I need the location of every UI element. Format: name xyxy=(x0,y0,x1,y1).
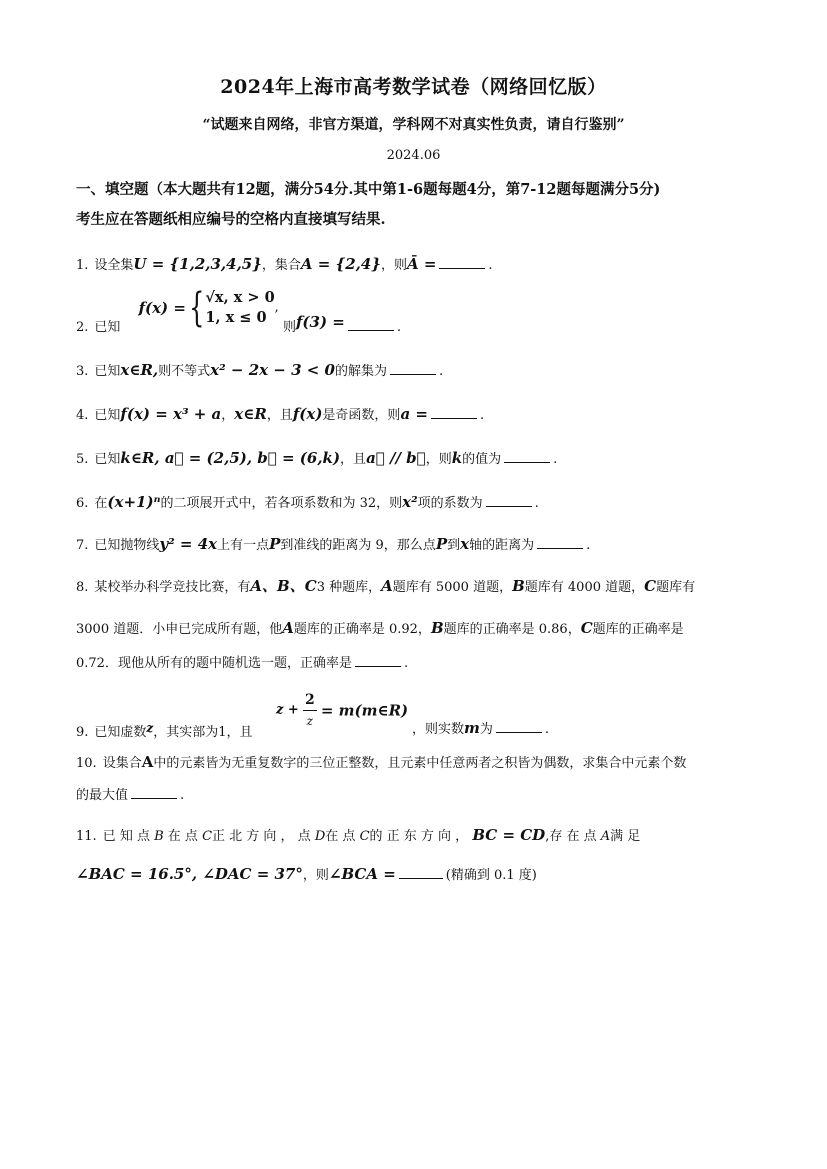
math-expression: B xyxy=(512,577,525,595)
question-text: 题库有 5000 道题， xyxy=(392,580,513,595)
question-text: , xyxy=(274,300,279,315)
question-5 xyxy=(76,448,756,470)
question-text: 0.72．现他从所有的题中随机选一题，正确率是 xyxy=(76,656,352,671)
question-text: (精确到 0.1 度) xyxy=(445,868,537,883)
math-expression: B xyxy=(154,829,164,844)
section-instructions: 考生应在答题纸相应编号的空格内直接填写结果. xyxy=(76,211,386,228)
question-1 xyxy=(76,254,756,276)
question-number: 1. xyxy=(76,258,89,273)
question-text: 题库的正确率是 0.92， xyxy=(293,622,431,637)
question-text: 3 种题库， xyxy=(316,580,382,595)
math-expression: A xyxy=(600,829,611,844)
math-expression: B xyxy=(430,619,444,637)
question-text: . xyxy=(586,538,591,553)
math-expression: C xyxy=(580,619,593,637)
math-expression: z xyxy=(146,721,154,735)
math-expression: A、B、C xyxy=(250,577,317,595)
question-text: . xyxy=(396,320,401,335)
exam-date: 2024.06 xyxy=(386,148,441,163)
question-11-line-2 xyxy=(76,864,756,886)
question-text: 在 点 xyxy=(325,829,356,844)
question-number: 5. xyxy=(76,452,89,467)
math-expression: f(3) = xyxy=(295,313,345,331)
question-text: 上有一点 xyxy=(217,538,270,553)
math-expression: = m(m∈R) xyxy=(320,701,409,720)
answer-blank[interactable] xyxy=(390,362,436,375)
math-expression: U = {1,2,3,4,5} xyxy=(133,255,262,273)
math-expression: ∠BAC = 16.5°, ∠DAC = 37° xyxy=(76,865,303,883)
question-text: ，则 xyxy=(302,868,329,883)
answer-blank[interactable] xyxy=(131,786,177,799)
question-text: 的值为 xyxy=(462,452,502,467)
question-text: 的 正 东 方 向 ， xyxy=(369,829,469,844)
question-text: . xyxy=(180,788,185,803)
question-10-line-2 xyxy=(76,786,756,806)
math-expression: m xyxy=(464,719,480,737)
answer-blank[interactable] xyxy=(486,494,532,507)
math-expression: D xyxy=(314,829,326,844)
math-expression: k xyxy=(451,449,463,467)
question-number: 8. xyxy=(76,580,89,595)
case-1: √x, x > 0 xyxy=(205,289,275,306)
math-expression: z + xyxy=(276,702,299,718)
question-4 xyxy=(76,404,756,426)
question-text: 中的元素皆为无重复数字的三位正整数，且元素中任意两者之积皆为偶数，求集合中元素个数 xyxy=(153,756,687,771)
question-text: 已知 xyxy=(94,364,121,379)
question-text: ,存 在 点 xyxy=(545,829,597,844)
answer-blank[interactable] xyxy=(348,318,394,331)
question-text: 则不等式 xyxy=(158,364,211,379)
math-expression: f(x) xyxy=(292,405,323,423)
question-text: 1，且 xyxy=(218,725,253,740)
question-text: 已知 xyxy=(94,408,121,423)
math-expression: f(x) = x³ + a xyxy=(120,405,222,423)
question-text: 正 北 方 向 ， 点 xyxy=(212,829,311,844)
question-text: ， xyxy=(221,408,235,423)
math-expression: a⃗ // b⃗ xyxy=(366,449,426,467)
question-text: 为 xyxy=(479,722,493,737)
question-6 xyxy=(76,492,756,514)
math-expression: a = xyxy=(400,405,428,423)
question-text: 到 xyxy=(447,538,461,553)
math-expression: A = {2,4} xyxy=(300,255,381,273)
question-9 xyxy=(76,690,756,740)
question-text: 在 点 xyxy=(167,829,198,844)
question-text: 的二项展开式中，若各项系数和为 32，则 xyxy=(160,496,403,511)
question-number: 11. xyxy=(76,829,97,844)
case-2: 1, x ≤ 0 xyxy=(205,309,267,326)
math-expression: Ā = xyxy=(406,255,437,273)
question-number: 6. xyxy=(76,496,89,511)
question-text: 到准线的距离为 9，那么点 xyxy=(280,538,436,553)
question-text: ，且 xyxy=(340,452,367,467)
fraction xyxy=(303,690,317,731)
brace-symbol: { xyxy=(189,285,205,331)
question-text: 项的系数为 xyxy=(417,496,483,511)
math-expression: x² − 2x − 3 < 0 xyxy=(210,361,335,379)
answer-blank[interactable] xyxy=(496,720,542,733)
question-text: 满 足 xyxy=(610,829,641,844)
question-text: 已知抛物线 xyxy=(94,538,160,553)
question-text: 题库的正确率是 xyxy=(592,622,684,637)
math-expression: A xyxy=(282,619,294,637)
math-expression: A xyxy=(141,753,154,771)
question-8-line-1 xyxy=(76,576,756,598)
question-text: 轴的距离为 xyxy=(469,538,535,553)
math-expression: (x+1)ⁿ xyxy=(107,493,161,511)
question-text: ，则 xyxy=(425,452,452,467)
question-number: 10. xyxy=(76,756,97,771)
piecewise-cases xyxy=(205,288,274,328)
math-expression: C xyxy=(202,829,213,844)
question-text: 设集合 xyxy=(102,756,142,771)
question-2 xyxy=(76,285,756,338)
question-text: 题库有 4000 道题， xyxy=(524,580,645,595)
question-3 xyxy=(76,360,756,382)
math-expression: x∈R xyxy=(234,405,267,423)
question-text: 已知 xyxy=(94,452,121,467)
question-number: 4. xyxy=(76,408,89,423)
question-text: 的最大值 xyxy=(76,788,129,803)
question-text: ，则实数 xyxy=(412,722,465,737)
question-text: ，且 xyxy=(266,408,293,423)
answer-blank[interactable] xyxy=(537,536,583,549)
math-expression: BC = CD xyxy=(472,826,546,844)
answer-blank[interactable] xyxy=(439,256,485,269)
question-text: ，其实部为 xyxy=(153,725,219,740)
answer-blank[interactable] xyxy=(355,654,401,667)
question-10-line-1 xyxy=(76,752,756,774)
question-text: 是奇函数，则 xyxy=(322,408,401,423)
question-number: 7. xyxy=(76,538,89,553)
question-11-line-1 xyxy=(76,825,756,847)
question-text: 3000 道题．小申已完成所有题，他 xyxy=(76,622,283,637)
question-text: . xyxy=(479,408,485,423)
question-text: . xyxy=(488,258,493,273)
answer-blank[interactable] xyxy=(431,406,477,419)
question-text: 题库的正确率是 0.86， xyxy=(443,622,581,637)
question-text: ，则 xyxy=(380,258,407,273)
question-8-line-2 xyxy=(76,618,756,640)
question-text: 某校举办科学竞技比赛，有 xyxy=(94,580,251,595)
question-text: 已知虚数 xyxy=(94,725,147,740)
question-number: 9. xyxy=(76,725,89,740)
question-text: 在 xyxy=(94,496,108,511)
question-text: 已知 xyxy=(94,320,121,335)
question-number: 2. xyxy=(76,320,89,335)
question-text: . xyxy=(534,496,539,511)
question-text: 已 知 点 xyxy=(102,829,150,844)
fraction-denominator: z xyxy=(306,714,313,728)
math-expression: C xyxy=(644,577,657,595)
question-text: . xyxy=(544,722,550,737)
answer-blank[interactable] xyxy=(399,866,443,879)
math-expression: ∠BCA = xyxy=(328,865,396,883)
question-8-line-3 xyxy=(76,654,756,674)
question-number: 3. xyxy=(76,364,89,379)
math-expression: x∈R, xyxy=(120,361,159,379)
math-expression: A xyxy=(381,577,393,595)
question-text: ，集合 xyxy=(261,258,301,273)
question-text: 设全集 xyxy=(94,258,134,273)
page-title: 2024年上海市高考数学试卷（网络回忆版） xyxy=(220,76,607,98)
math-expression: f(x) = xyxy=(138,299,186,317)
math-expression: P xyxy=(435,535,448,553)
fraction-equation xyxy=(276,690,408,731)
question-text: 题库有 xyxy=(656,580,696,595)
math-expression: P xyxy=(269,535,281,553)
section-heading: 一、填空题（本大题共有12题，满分54分.其中第1-6题每题4分，第7-12题每题满分5分) xyxy=(76,181,661,198)
question-text: . xyxy=(403,656,409,671)
math-expression: x² xyxy=(402,493,418,511)
question-text: 则 xyxy=(282,320,296,335)
math-expression: x xyxy=(460,535,470,553)
fraction-numerator: 2 xyxy=(303,690,317,711)
answer-blank[interactable] xyxy=(504,450,550,463)
question-text: . xyxy=(553,452,558,467)
math-expression: C xyxy=(359,829,370,844)
question-7 xyxy=(76,534,756,556)
question-text: 的解集为 xyxy=(334,364,387,379)
disclaimer: “试题来自网络，非官方渠道，学科网不对真实性负责，请自行鉴别” xyxy=(202,117,625,133)
math-expression: y² = 4x xyxy=(159,535,218,553)
math-expression: k∈R, a⃗ = (2,5), b⃗ = (6,k) xyxy=(120,449,341,467)
question-text: . xyxy=(439,364,444,379)
